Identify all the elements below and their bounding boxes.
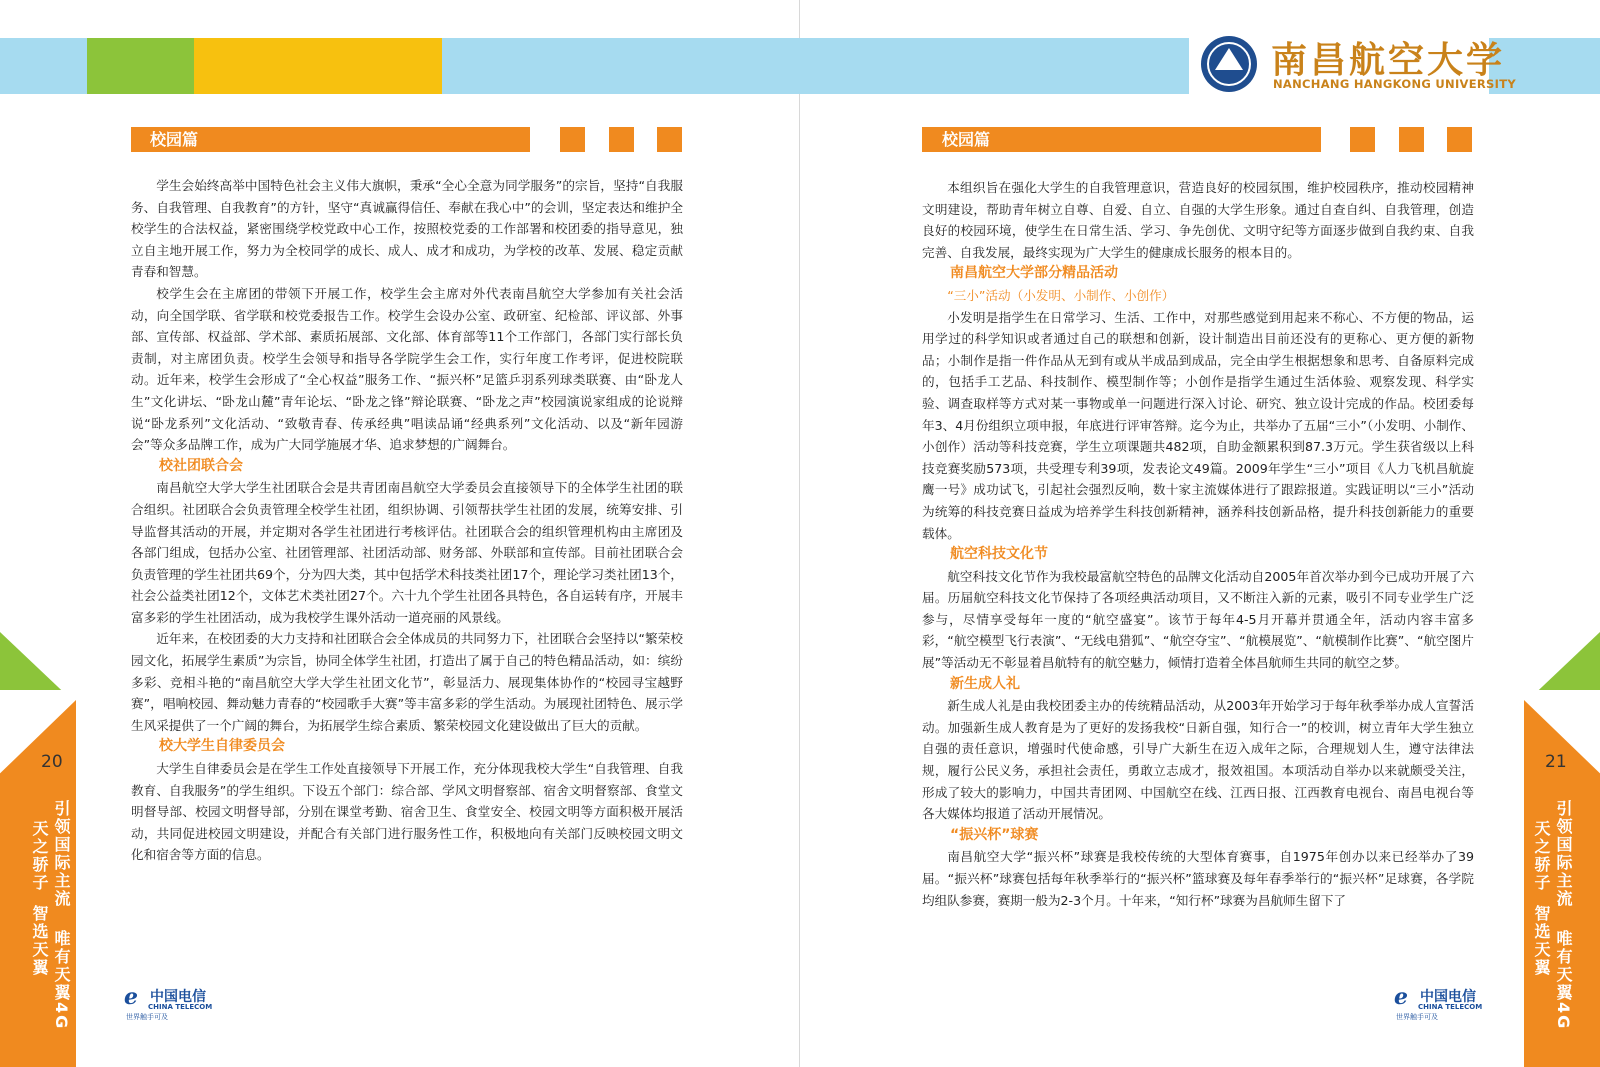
paragraph: 大学生自律委员会是在学生工作处直接领导下开展工作，充分体现我校大学生“自我管理、自我教育、自我服务”的学生组织。下设五个部门：综合部、学风文明督察部、宿舍文明督察部、食堂文明督导部、校园文明督导部，分别在课堂考勤、宿舍卫生、食堂安全、校园文明等方面积极开展活动，共同促进校园文明建设，并配合有关部门进行服务性工作，积极地向有关部门反映校园文明文化和宿舍等方面的信息。 <box>131 761 683 863</box>
right-body-column <box>922 177 1474 911</box>
university-logo <box>1189 30 1516 102</box>
sponsor-name-cn: 中国电信 <box>1420 989 1476 1005</box>
paragraph: 南昌航空大学“振兴杯”球赛是我校传统的大型体育赛事，自1975年创办以来已经举办了39届。“振兴杯”球赛包括每年秋季举行的“振兴杯”篮球赛及每年春季举行的“振兴杯”足球赛，各学院均组队参赛，赛期一般为2-3个月。十年来，“知行杯”球赛为昌航师生留下了 <box>922 849 1474 908</box>
sponsor-name-cn: 中国电信 <box>150 989 206 1005</box>
subheading: “振兴杯”球赛 <box>950 826 1039 843</box>
left-deco-square <box>560 127 585 152</box>
university-name-en: NANCHANG HANGKONG UNIVERSITY <box>1273 77 1516 91</box>
right-side-slogan: 智选天翼 <box>1532 905 1551 977</box>
china-telecom-icon: ℯ <box>1394 985 1408 1010</box>
right-deco-square <box>1399 127 1424 152</box>
subheading: 校社团联合会 <box>159 457 243 474</box>
paragraph: 学生会始终高举中国特色社会主义伟大旗帜，秉承“全心全意为同学服务”的宗旨，坚持“自我服务、自我管理、自我教育”的方针，坚守“真诚赢得信任、奉献在我心中”的会训，坚定表达和维护全校学生的合法权益，紧密围绕学校党政中心工作，按照校党委的工作部署和校团委的指导意见，独立自主地开展工作，努力为全校同学的成长、成人、成才和成功，为学校的改革、发展、稳定贡献青春和智慧。 <box>131 178 683 280</box>
paragraph: 本组织旨在强化大学生的自我管理意识，营造良好的校园氛围，维护校园秩序，推动校园精神文明建设，帮助青年树立自尊、自爱、自立、自强的大学生形象。通过自查自纠、自我管理，创造良好的校园环境，使学生在日常生活、学习、争先创优、文明守纪等方面逐步做到自我约束、自我完善、自我发展，最终实现为广大学生的健康成长服务的根本目的。 <box>922 180 1474 260</box>
right-side-slogan: 唯有天翼4G <box>1554 930 1573 1031</box>
right-side-slogan: 天之骄子 <box>1532 820 1551 892</box>
left-body-column <box>131 175 683 866</box>
subheading: 南昌航空大学部分精品活动 <box>950 265 1118 282</box>
header-band-yellow <box>194 38 442 94</box>
page-gutter <box>799 0 800 1067</box>
paragraph: 新生成人礼是由我校团委主办的传统精品活动，从2003年开始学习于每年秋季举办成人宣誓活动。加强新生成人教育是为了更好的发扬我校“日新自强，知行合一”的校训，树立青年大学生独立自强的责任意识，增强时代使命感，引导广大新生在迈入成年之际，合理规划人生，遵守法律法规，履行公民义务，承担社会责任，勇敢立志成才，报效祖国。本项活动自举办以来就颇受关注，形成了较大的影响力，中国共青团网、中国航空在线、江西日报、江西教育电视台、南昌电视台等各大媒体均报道了活动开展情况。 <box>922 698 1474 822</box>
right-sponsor-logo <box>1394 985 1486 1019</box>
subheading: 航空科技文化节 <box>950 546 1048 563</box>
paragraph: 航空科技文化节作为我校最富航空特色的品牌文化活动自2005年首次举办到今已成功开展了六届。历届航空科技文化节保持了各项经典活动项目，又不断注入新的元素，吸引不同专业学生广泛参与，尽情享受每年一度的“航空盛宴”。该节于每年4-5月开幕并贯通全年，活动内容丰富多彩，“航空模型飞行表演”、“无线电猎狐”、“航空夺宝”、“航模展览”、“航模制作比赛”、“航空图片展”等活动无不彰显着昌航特有的航空魅力，倾情打造着全体昌航师生共同的航空之梦。 <box>922 568 1474 671</box>
paragraph: 小发明是指学生在日常学习、生活、工作中，对那些感觉到用起来不称心、不方便的物品，运用学过的科学知识或者通过自己的联想和创新，设计制造出目前还没有的更称心、更方便的新物品；小制作是指一件作品从无到有或从半成品到成品，完全由学生根据想象和思考、自备原料完成的，包括手工艺品、科技制作、模型制作等；小创作是指学生通过生活体验、观察发现、科学实验、调查取样等方式对某一事物或单一问题进行深入讨论、研究、独立设计完成的作品。校团委每年3、4月份组织立项申报，年底进行评审答辩。迄今为止，共举办了五届“三小”（小发明、小制作、小创作）活动等科技竞赛，学生立项课题共482项，自助金额累积到87.3万元。学生获省级以上科技竞赛奖励573项，共受理专利39项，发表论文49篇。2009年学生“三小”项目《人力飞机昌航旋鹰一号》成功试飞，引起社会强烈反响，数十家主流媒体进行了跟踪报道。实践证明以“三小”活动为统筹的科技竞赛日益成为培养学生科技创新精神，涵养科技创新品格，提升科技创新能力的重要载体。 <box>922 309 1474 541</box>
left-deco-square <box>657 127 682 152</box>
right-deco-square <box>1447 127 1472 152</box>
left-side-slogan: 天之骄子 <box>30 820 49 892</box>
header-band-blue-middle <box>442 38 1189 94</box>
left-page-number: 20 <box>41 752 63 772</box>
left-deco-square <box>609 127 634 152</box>
sponsor-name-en: CHINA TELECOM <box>148 1003 213 1011</box>
left-side-slogan: 智选天翼 <box>30 905 49 977</box>
right-deco-square <box>1350 127 1375 152</box>
paragraph: 近年来，在校团委的大力支持和社团联合会全体成员的共同努力下，社团联合会坚持以“繁荣校园文化，拓展学生素质”为宗旨，协同全体学生社团，打造出了属于自己的特色精品活动，如：缤纷多彩、竞相斗艳的“南昌航空大学大学生社团文化节”，彰显活力、展现集体协作的“校园寻宝越野赛”，唱响校园、舞动魅力青春的“校园歌手大赛”等丰富多彩的学生活动。为展现社团特色、展示学生风采提供了一个广阔的舞台，为拓展学生综合素质、繁荣校园文化建设做出了巨大的贡献。 <box>131 631 683 733</box>
left-side-slogan: 唯有天翼4G <box>52 930 71 1031</box>
left-sponsor-logo <box>124 985 216 1019</box>
university-name-cn: 南昌航空大学 <box>1271 39 1506 81</box>
header-band-green <box>87 38 194 94</box>
subheading: 校大学生自律委员会 <box>159 738 285 755</box>
china-telecom-icon: ℯ <box>124 985 138 1010</box>
subheading-minor: “三小”活动（小发明、小制作、小创作） <box>947 287 1175 303</box>
university-seal-icon <box>1201 36 1257 92</box>
sponsor-name-en: CHINA TELECOM <box>1418 1003 1483 1011</box>
left-section-title: 校园篇 <box>150 130 199 149</box>
sponsor-slogan: 世界触手可及 <box>126 1013 168 1021</box>
right-section-title: 校园篇 <box>942 130 991 149</box>
header-band-blue-left <box>0 38 87 94</box>
paragraph: 校学生会在主席团的带领下开展工作，校学生会主席对外代表南昌航空大学参加有关社会活动，向全国学联、省学联和校党委报告工作。校学生会设办公室、政研室、纪检部、评议部、外事部、宣传部、权益部、学术部、素质拓展部、文化部、体育部等11个工作部门，各部门实行部长负责制，对主席团负责。校学生会领导和指导各学院学生会工作，实行年度工作考评，促进校院联动。近年来，校学生会形成了“全心权益”服务工作、“振兴杯”足篮乒羽系列球类联赛、由“卧龙人生”文化讲坛、“卧龙山麓”青年论坛、“卧龙之锋”辩论联赛、“卧龙之声”校园演说家组成的论说辩说“卧龙系列”文化活动、“致敬青春、传承经典”唱读品诵“经典系列”文化活动、以及“新年园游会”等众多品牌工作，成为广大同学施展才华、追求梦想的广阔舞台。 <box>131 285 683 453</box>
left-side-slogan: 引领国际主流 <box>52 800 71 908</box>
right-page-number: 21 <box>1545 752 1567 772</box>
subheading: 新生成人礼 <box>950 675 1020 692</box>
paragraph: 南昌航空大学大学生社团联合会是共青团南昌航空大学委员会直接领导下的全体学生社团的联合组织。社团联合会负责管理全校学生社团，组织协调、引领帮扶学生社团的发展，统筹安排、引导监督其活动的开展，并定期对各学生社团进行考核评估。社团联合会的组织管理机构由主席团及各部门组成，包括办公室、社团管理部、社团活动部、财务部、外联部和宣传部。目前社团联合会负责管理的学生社团共69个，分为四大类，其中包括学术科技类社团17个，理论学习类社团13个，社会公益类社团12个，文体艺术类社团27个。六十九个学生社团各具特色，各自运转有序，开展丰富多彩的学生社团活动，成为我校学生课外活动一道亮丽的风景线。 <box>131 480 683 625</box>
right-side-slogan: 引领国际主流 <box>1554 800 1573 908</box>
sponsor-slogan: 世界触手可及 <box>1396 1013 1438 1021</box>
